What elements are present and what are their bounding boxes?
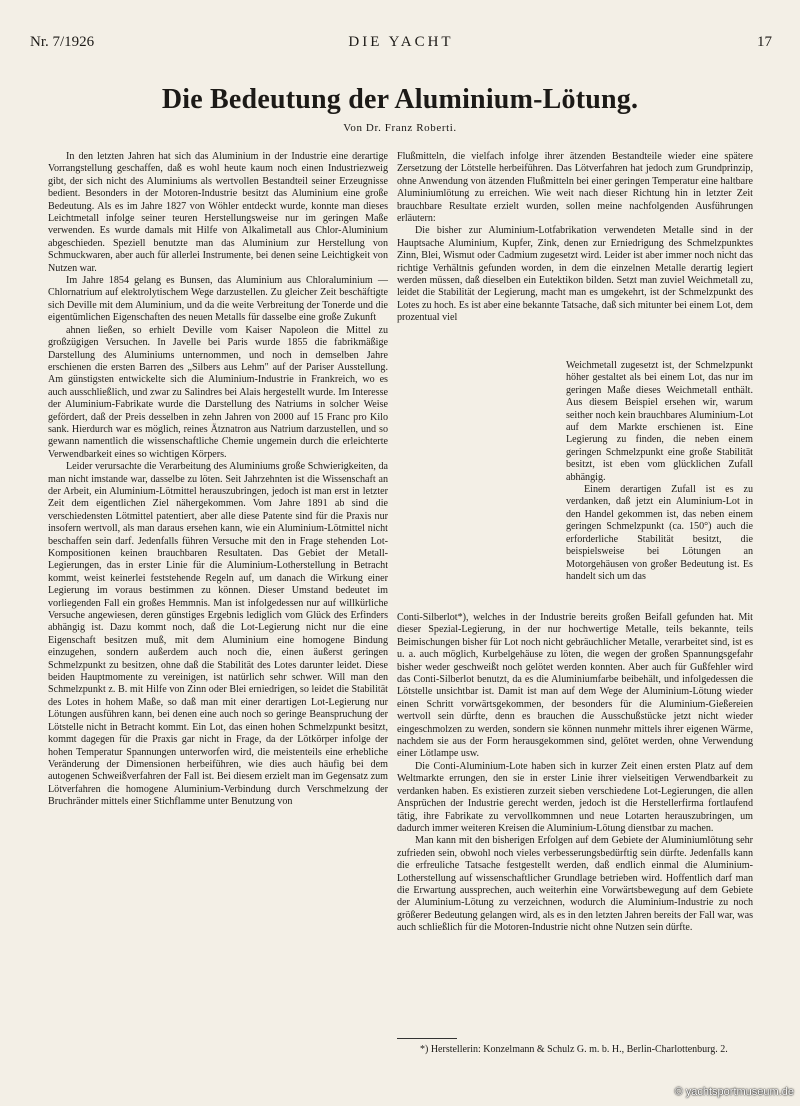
paragraph: ahnen ließen, so erhielt Deville vom Kaiser Napoleon die Mittel zu großzügigen Versuchen. In Javelle bei Paris wurde 1855 die fabrikmäßige Darstellung des Aluminiums unternommen, und noch in demselben Jahre erschienen die ersten Barren des „Silbers aus Lehm" auf der Pariser Ausstellung. Am günstigsten entwickelte sich die Aluminium-Industrie in Frankreich, wo es auch ausschließlich, und zwar zu Salindres bei Alais hergestellt wurde. Im Interesse der Aluminium-Fabrikate wurde die Darstellung des Natriums in solcher Weise gefördert, daß der Preis desselben in zehn Jahren von 2000 auf 15 Franc pro Kilo sank. Hierdurch war es möglich, reines Ätznatron aus Natrium darzustellen, und so gewann namentlich die wissenschaftliche Chemie ungemein durch die erleichterte Verwendbarkeit eines so wichtigen Körpers. [48,324,388,460]
paragraph: In den letzten Jahren hat sich das Aluminium in der Industrie eine derartige Vorrangstellung geschaffen, daß es wohl heute kaum noch einen Industriezweig gibt, der sich nicht des Aluminiums als wertvollen Bestandteil seiner Erzeugnisse bedient. Besonders in der Motoren-Industrie besitzt das Aluminium eine große Bedeutung. Als es im Jahre 1827 von Wöhler entdeckt wurde, konnte man dieses Leichtmetall infolge seiner teuren Herstellungsweise nur im geringen Maße verwenden. Es wurde damals mit Hilfe von Alkalimetall aus Chlor-Aluminium abgeschieden. Speziell benutzte man das Aluminium zur Herstellung von Schmuckwaren, aber auch für allerlei Instrumente, bei denen seine Leichtigkeit von Nutzen war. [48,151,388,274]
paragraph: Conti-Silberlot*), welches in der Industrie bereits großen Beifall gefunden hat. Mit dieser Spezial-Legierung, in der nur hochwertige Metalle, teils bekannte, teils Beimischungen bisher für Lot noch nicht gebräuchlicher Metalle, verarbeitet sind, ist es u. a. auch möglich, Kurbelgehäuse zu löten, die wegen der großen Spannungsgefahr bisher weder geschweißt noch gelötet werden konnten. Aber auch für Gußfehler wird das Conti-Silberlot benutzt, da es die Aluminiumfarbe beibehält, und infolgedessen die Lötstelle unsichtbar ist. Damit ist man auf dem Wege der Aluminium-Lötung wieder einen Schritt vorwärtsgekommen, der besonders für die Aluminium-Gießereien wertvoll sein dürfte, denn es brauchen die Ausschußstücke jetzt nicht wieder eingeschmolzen zu werden, sondern sie können nunmehr mittels ihrer eigenen Wärme, nachdem sie aus der Form herausgekommen sind, gelötet werden, ohne Verwendung einer Lötlampe usw. [397,612,753,760]
issue-number: Nr. 7/1926 [30,34,95,50]
paragraph: Weichmetall zugesetzt ist, der Schmelzpunkt höher gestaltet als bei einem Lot, das nur im geringen Maße dieses Weichmetall enthält. Aus diesem Beispiel ersehen wir, warum seither noch kein brauchbares Aluminium-Lot auf dem Markte erschienen ist. Eine Legierung zu finden, die neben einem geringen Schmelzpunkt eine große Stabilität besitzt, ist eben vom glücklichen Zufall abhängig. [566,360,753,483]
footnote-divider [397,1038,457,1039]
watermark: © yachtsportmuseum.de [674,1086,794,1098]
right-column-top [397,151,753,325]
magazine-title: DIE YACHT [348,34,454,50]
right-column-bottom [397,612,753,935]
paragraph: Einem derartigen Zufall ist es zu verdanken, daß jetzt ein Aluminium-Lot in den Handel gekommen ist, das neben einem geringen Schmelzpunkt (ca. 150°) auch die erforderliche Stabilität besitzt, die beispielsweise bei Lötungen an Motorgehäusen von großer Bedeutung ist. Es handelt sich um das [566,484,753,582]
page-header [30,34,772,54]
paragraph: Die Conti-Aluminium-Lote haben sich in kurzer Zeit einen ersten Platz auf dem Weltmarkte errungen, den sie in erster Linie ihrer vielseitigen Verwendbarkeit zu verdanken haben. Es existieren zurzeit sieben verschiedene Lot-Legierungen, die allen Ansprüchen der Industrie gerecht werden, jedoch ist die Herstellerfirma fortlaufend tätig, ihre Fabrikate zu vervollkommnen und neue Lotarten herauszubringen, um dadurch immer weiteren Kreisen die Aluminium-Lötung dienstbar zu machen. [397,760,753,834]
paragraph: Man kann mit den bisherigen Erfolgen auf dem Gebiete der Aluminiumlötung sehr zufrieden sein, obwohl noch vieles verbesserungsbedürftig sein dürfte. Jedenfalls kann die erfreuliche Tatsache festgestellt werden, daß endlich einmal die Aluminium-Lotherstellung auf wissenschaftlicher Grundlage betrieben wird. Hoffentlich darf man die Erwartung aussprechen, auch weiterhin eine Vorwärtsbewegung auf dem Gebiete der Aluminium-Lötung zu verzeichnen, wodurch die Aluminium-Industrie zu noch größerer Bedeutung gelangen wird, als es in den letzten Jahren bereits der Fall war, was auch schließlich für die Motoren-Industrie nicht ohne Nutzen sein dürfte. [397,835,753,934]
paragraph: Die bisher zur Aluminium-Lotfabrikation verwendeten Metalle sind in der Hauptsache Aluminium, Kupfer, Zink, denen zur Erniedrigung des Schmelzpunktes Zinn, Blei, Wismut oder Cadmium zugesetzt wird. Leider ist aber immer noch nicht das richtige Verhältnis gefunden worden, in dem die einzelnen Metalle derartig legiert werden müssen, daß dieselben ein Eutektikon bilden. Setzt man zuviel Weichmetall zu, leidet die Stabilität der Legierung, macht man es umgekehrt, ist der Schmelzpunkt des Lotes zu hoch. Es ist aber eine bekannte Tatsache, daß sich mitunter bei einem Lot, dem prozentual viel [397,225,753,324]
article-byline: Von Dr. Franz Roberti. [343,122,457,134]
right-column-narrow [566,360,753,583]
paragraph: Flußmitteln, die vielfach infolge ihrer ätzenden Bestandteile wieder eine spätere Zersetzung der Lötstelle herbeiführen. Das Lötverfahren hat jedoch zum Grundprinzip, ohne Anwendung von ätzenden Flußmitteln bei einer geringen Temperatur eine haltbare Aluminiumlötung zu erreichen. Wie weit nach dieser Richtung hin in letzter Zeit brauchbare Resultate erzielt wurden, sollen meine nachfolgenden Ausführungen erläutern: [397,151,753,225]
paragraph: Leider verursachte die Verarbeitung des Aluminiums große Schwierigkeiten, da man nicht imstande war, dasselbe zu löten. Seit Jahrzehnten ist die Wissenschaft an der Arbeit, ein Aluminium-Lötmittel herauszubringen, jedoch ist man erst in letzter Zeit dem eigentlichen Ziel nähergekommen. Vom Jahre 1891 ab sind die verschiedensten Lötmittel patentiert, aber alle diese Patente sind für die Praxis nur insofern wertvoll, als man daraus ersehen kann, wie ein Aluminium-Lötmittel nicht beschaffen sein darf. Jedenfalls führen Versuche mit den in Frage stehenden Lot-Kompositionen keinen brauchbaren Resultaten. Das Gebiet der Metall-Legierungen, das in erster Linie für die Aluminium-Lotherstellung in Betracht kommt, weist keinerlei feststehende Regeln auf, um danach die Wirkung einer Legierung im voraus bestimmen zu können. Dieser Umstand bedeutet im vorliegenden Fall ein großes Hemmnis. Man ist infolgedessen nur auf willkürliche Versuche angewiesen, deren günstiges Ergebnis lediglich vom Glück des Erfinders abhängig ist. Dazu kommt noch, daß die Lot-Legierung nicht nur die eine Eigenschaft besitzen muß, mit dem Aluminium eine homogene Bindung einzugehen, sondern außerdem auch noch die, einen äußerst geringen Schmelzpunkt zu besitzen, ohne daß die Stabilität des Lotes darunter leidet. Diese beiden Hauptmomente zu vereinigen, ist natürlich sehr schwer. Will man den Schmelzpunkt z. B. mit Hilfe von Zinn oder Blei erniedrigen, so leidet die Stabilität des Lotes in hohem Maße, so daß man mit einer derartigen Lot-Legierung nur Lötungen ausführen kann, bei denen eine auch noch so geringe Beanspruchung der Lötstelle nicht in Betracht kommt. Ein Lot, das einen hohen Schmelzpunkt besitzt, kommt dagegen für die Praxis gar nicht in Frage, da der Lötkörper infolge der hohen Temperatur Spannungen unterworfen wird, die meistenteils eine erhebliche Veränderung der Dimensionen herbeiführen, wie dies auch häufig bei dem autogenen Schweißverfahren der Fall ist. Bei diesem erzielt man im Gegensatz zum Lötverfahren die homogene Aluminium-Verbindung durch Verschmelzung der Bruchränder mittels einer Stichflamme unter Benutzung von [48,461,388,808]
paragraph: Im Jahre 1854 gelang es Bunsen, das Aluminium aus Chloraluminium — Chlornatrium auf elektrolytischem Wege darzustellen. Zu gleicher Zeit beschäftigte sich Deville mit dem Aluminium, und da die weite Verbreitung der Tonerde und die eigentümlichen Eigenschaften des neuen Metalls für dasselbe eine große Zukunft [48,275,388,324]
article-title: Die Bedeutung der Aluminium-Lötung. [161,84,639,115]
left-column [48,151,388,809]
footnote: *) Herstellerin: Konzelmann & Schulz G. m. b. H., Berlin-Charlottenburg. 2. [420,1044,728,1055]
page-number: 17 [757,34,772,50]
